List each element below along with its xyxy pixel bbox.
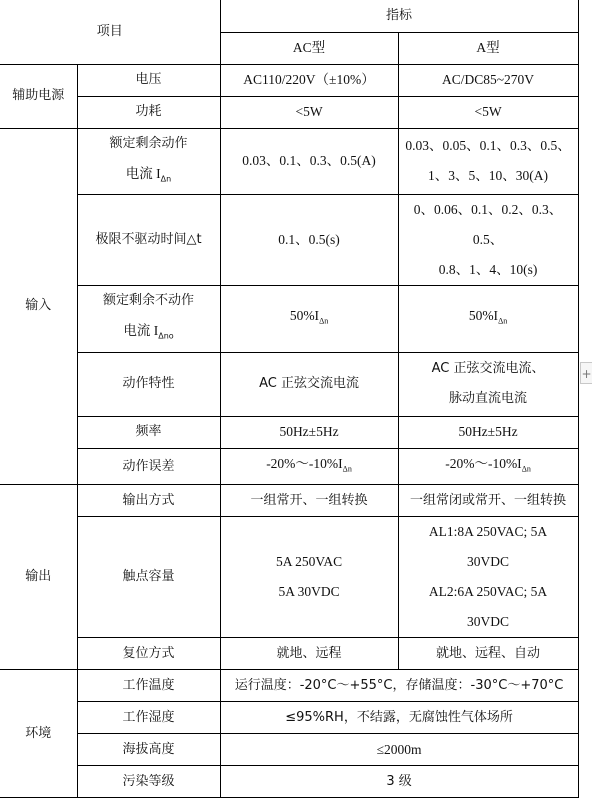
contact-label: 触点容量 — [77, 517, 220, 638]
rated-residual-label-line2 — [82, 159, 216, 195]
rated-residual-row — [0, 128, 578, 195]
altitude-row — [0, 734, 578, 766]
humidity-value: ≤95%RH，不结露，无腐蚀性气体场所 — [220, 702, 578, 734]
error-a-text: -20%～-10%I — [445, 455, 522, 471]
non-operate-label-line1: 额定剩余不动作 — [103, 293, 195, 309]
item-header: 项目 — [0, 0, 220, 64]
output-group: 输出 — [0, 485, 77, 670]
error-a — [398, 448, 578, 485]
header-row-1 — [0, 0, 578, 32]
environment-group: 环境 — [0, 670, 77, 798]
non-operate-ac-subscript: Δn — [319, 316, 329, 326]
rated-residual-label — [77, 128, 220, 195]
voltage-a: AC/DC85~270V — [398, 64, 578, 96]
action-char-label: 动作特性 — [77, 352, 220, 416]
voltage-ac: AC110/220V（±10%） — [220, 64, 398, 96]
limit-time-a-line2: 0.8、1、4、10(s) — [438, 262, 538, 278]
rated-residual-a-line1: 0.03、0.05、0.1、0.3、0.5、 — [405, 138, 571, 154]
pollution-label: 污染等级 — [77, 766, 220, 798]
limit-time-row — [0, 195, 578, 286]
output-mode-label: 输出方式 — [77, 485, 220, 517]
power-ac: <5W — [220, 96, 398, 128]
work-temp-label: 工作温度 — [77, 670, 220, 702]
reset-label: 复位方式 — [77, 638, 220, 670]
error-label: 动作误差 — [77, 448, 220, 485]
error-a-subscript: Δn — [521, 464, 531, 474]
altitude-label: 海拔高度 — [77, 734, 220, 766]
non-operate-row — [0, 286, 578, 353]
non-operate-label — [77, 286, 220, 353]
indicator-header: 指标 — [220, 0, 578, 32]
reset-ac: 就地、远程 — [220, 638, 398, 670]
expand-plus-icon[interactable]: + — [580, 362, 592, 384]
non-operate-a-subscript: Δn — [498, 316, 508, 326]
non-operate-label-text: 电流 I — [123, 323, 159, 339]
power-row — [0, 96, 578, 128]
output-mode-row — [0, 485, 578, 517]
contact-a-line2: 30VDC — [467, 554, 510, 570]
power-a: <5W — [398, 96, 578, 128]
output-mode-a: 一组常闭或常开、一组转换 — [398, 485, 578, 517]
frequency-label: 频率 — [77, 416, 220, 448]
contact-a-line4: 30VDC — [467, 614, 510, 630]
contact-ac-line2: 5A 30VDC — [278, 584, 340, 600]
contact-a-line3: AL2:6A 250VAC; 5A — [428, 584, 548, 600]
reset-row — [0, 638, 578, 670]
limit-time-a — [398, 195, 578, 286]
contact-a-line1: AL1:8A 250VAC; 5A — [428, 524, 548, 540]
work-temp-value: 运行温度：-20°C～+55°C，存储温度：-30°C～+70°C — [220, 670, 578, 702]
output-mode-ac: 一组常开、一组转换 — [220, 485, 398, 517]
humidity-row — [0, 702, 578, 734]
frequency-row — [0, 416, 578, 448]
rated-residual-ac: 0.03、0.1、0.3、0.5(A) — [220, 128, 398, 195]
contact-a — [398, 517, 578, 638]
non-operate-ac-text: 50%I — [289, 308, 320, 324]
contact-row — [0, 517, 578, 638]
rated-residual-a — [398, 128, 578, 195]
rated-residual-a-line2: 1、3、5、10、30(A) — [428, 168, 549, 184]
action-char-a-line1: AC 正弦交流电流、 — [431, 361, 545, 377]
altitude-value: ≤2000m — [220, 734, 578, 766]
action-char-a-line2: 脉动直流电流 — [449, 391, 528, 407]
a-type-header: A型 — [398, 32, 578, 64]
humidity-label: 工作湿度 — [77, 702, 220, 734]
voltage-label: 电压 — [77, 64, 220, 96]
frequency-a: 50Hz±5Hz — [398, 416, 578, 448]
error-ac-subscript: Δn — [342, 464, 352, 474]
non-operate-ac — [220, 286, 398, 353]
action-char-row — [0, 352, 578, 416]
non-operate-subscript: Δno — [158, 331, 174, 341]
voltage-row — [0, 64, 578, 96]
power-label: 功耗 — [77, 96, 220, 128]
frequency-ac: 50Hz±5Hz — [220, 416, 398, 448]
error-ac — [220, 448, 398, 485]
ac-type-header: AC型 — [220, 32, 398, 64]
error-row — [0, 448, 578, 485]
action-char-a — [398, 352, 578, 416]
error-ac-text: -20%～-10%I — [266, 455, 343, 471]
non-operate-label-line2 — [82, 316, 216, 352]
non-operate-a-text: 50%I — [468, 308, 499, 324]
non-operate-a — [398, 286, 578, 353]
pollution-row — [0, 766, 578, 798]
work-temp-row — [0, 670, 578, 702]
contact-ac-line1: 5A 250VAC — [275, 554, 343, 570]
input-group: 输入 — [0, 128, 77, 485]
action-char-ac: AC 正弦交流电流 — [220, 352, 398, 416]
rated-residual-label-line1: 额定剩余动作 — [109, 135, 188, 151]
pollution-value: 3 级 — [220, 766, 578, 798]
limit-time-a-line1: 0、0.06、0.1、0.2、0.3、0.5、 — [413, 202, 563, 248]
reset-a: 就地、远程、自动 — [398, 638, 578, 670]
limit-time-label: 极限不驱动时间△t — [77, 195, 220, 286]
contact-ac — [220, 517, 398, 638]
rated-residual-subscript: Δn — [160, 174, 172, 184]
rated-residual-label-text: 电流 I — [125, 165, 161, 181]
aux-power-group: 辅助电源 — [0, 64, 77, 128]
limit-time-ac: 0.1、0.5(s) — [220, 195, 398, 286]
